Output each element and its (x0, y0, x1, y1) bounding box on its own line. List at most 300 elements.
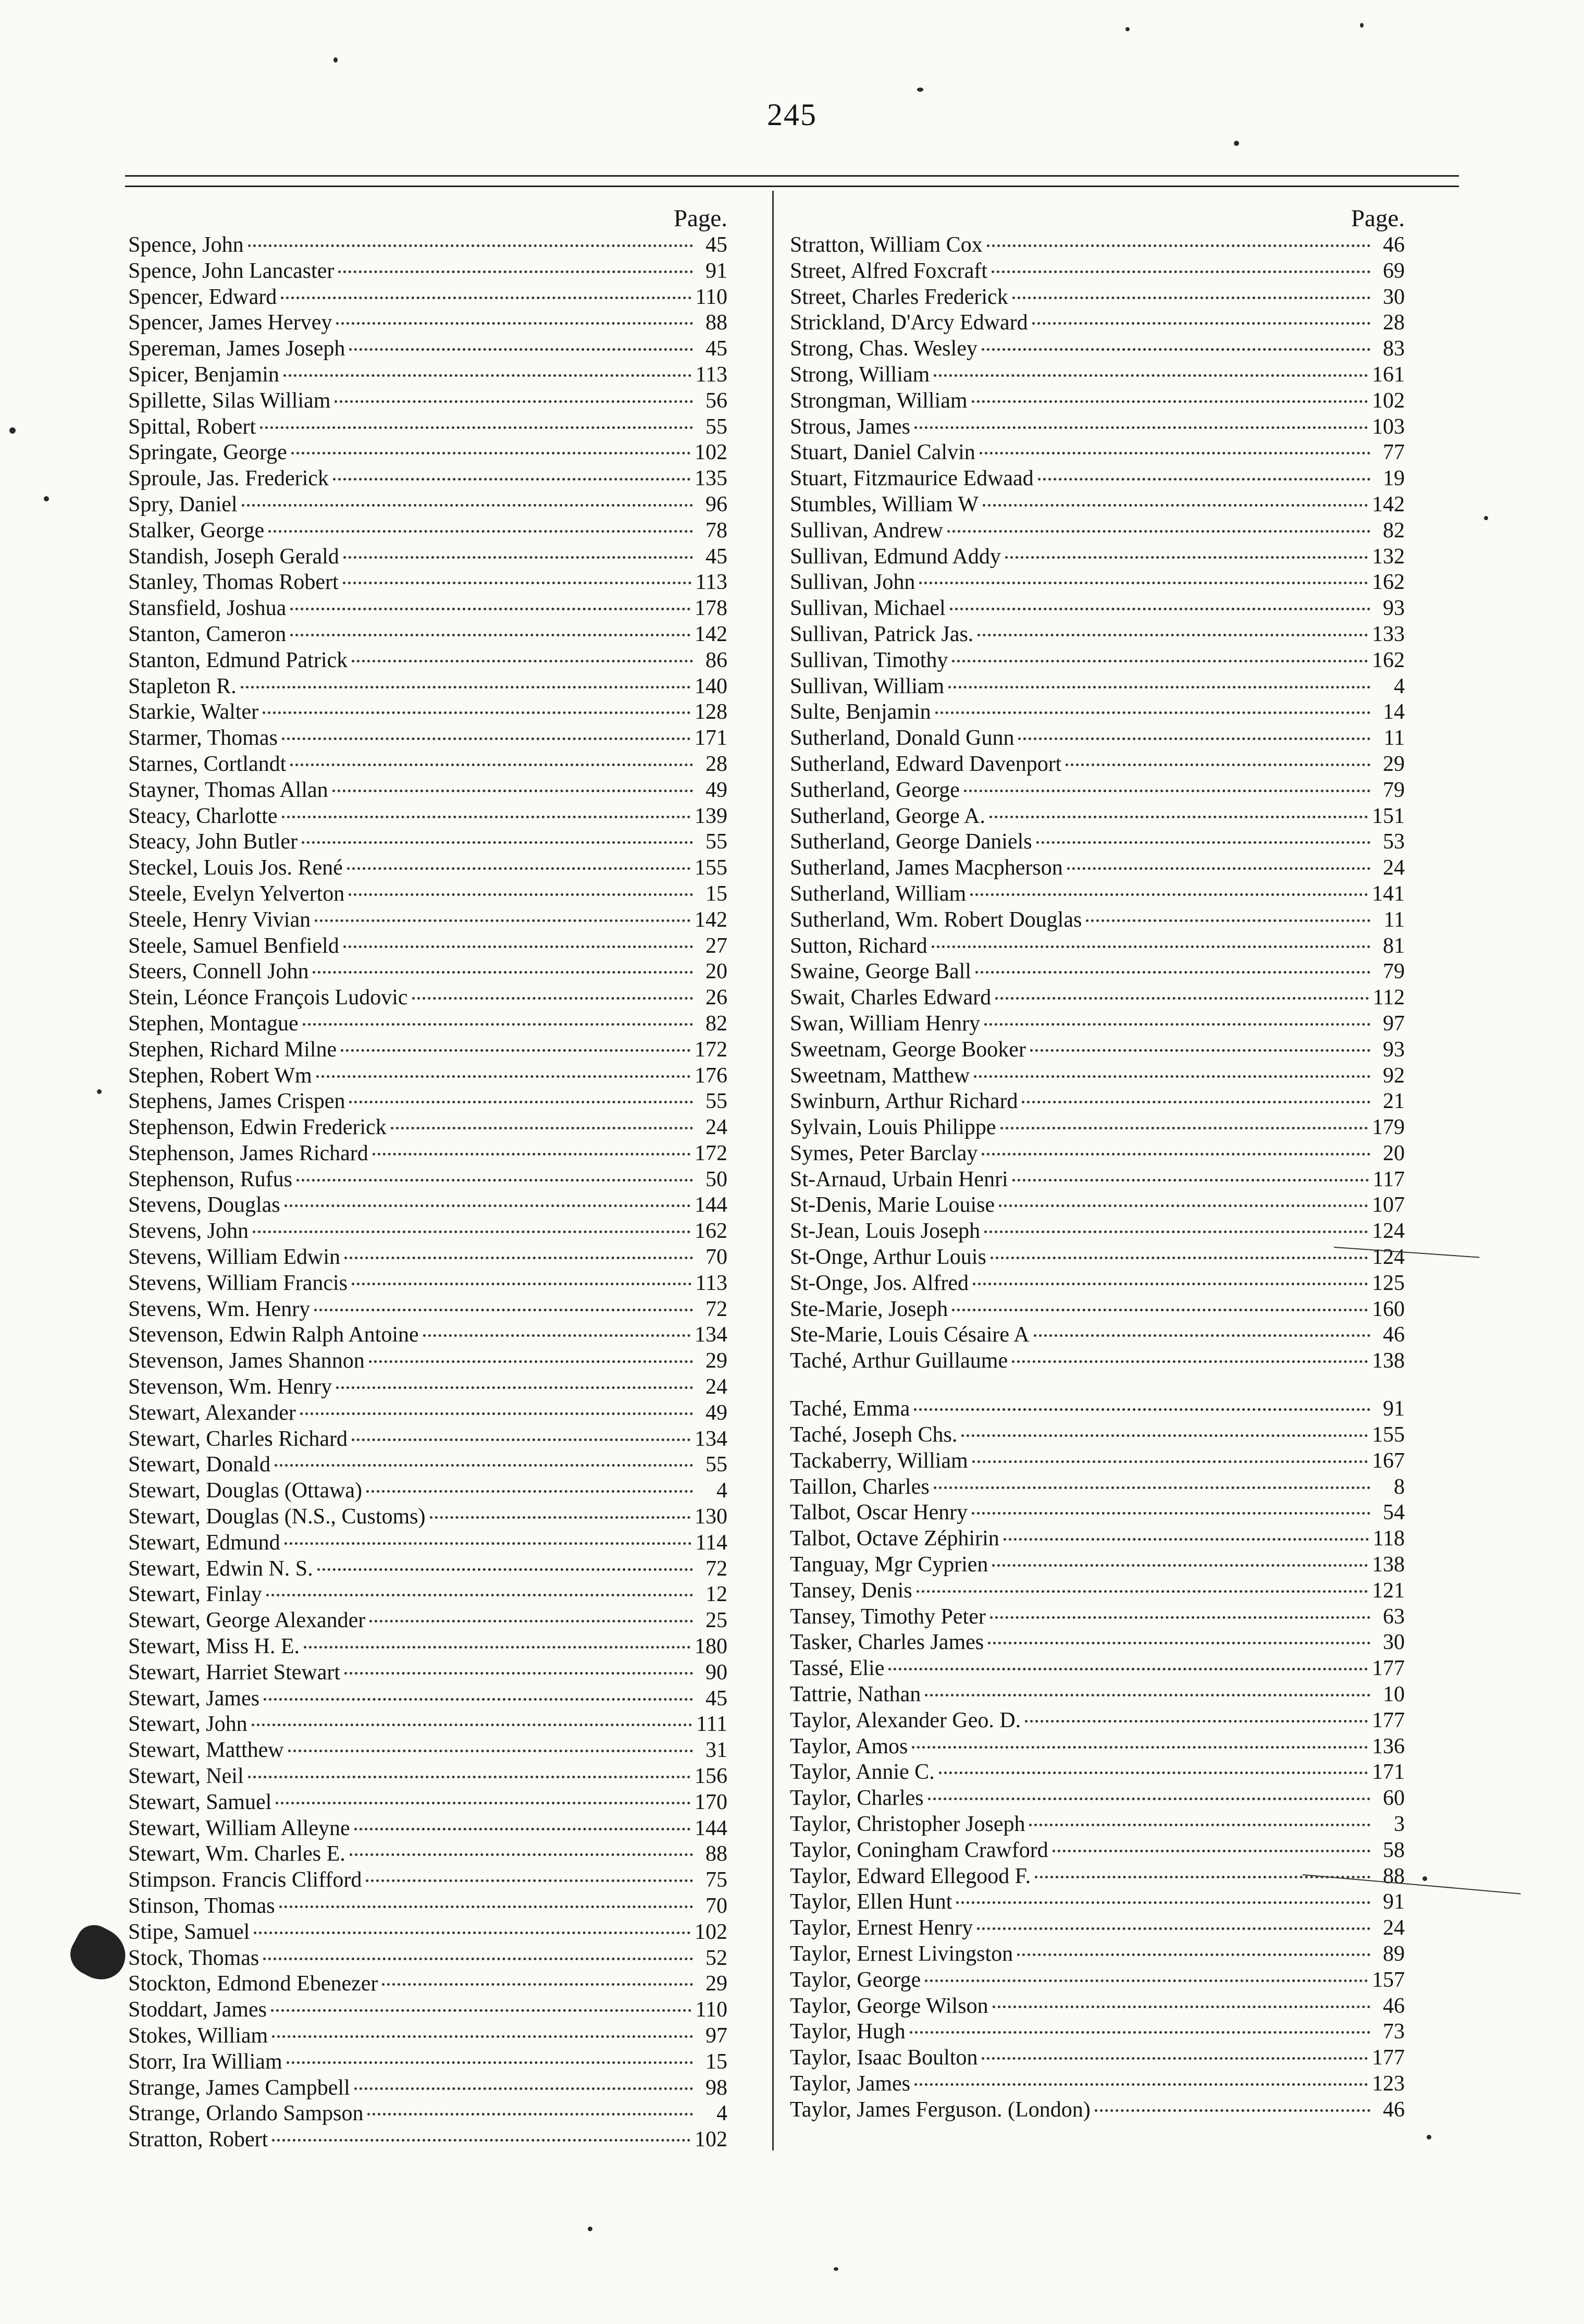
dot-leader (1095, 2109, 1370, 2112)
entry-name: Spencer, Edward (128, 285, 277, 309)
entry-page-number: 91 (1383, 1397, 1405, 1421)
dot-leader (316, 1075, 690, 1078)
dot-leader (948, 686, 1370, 688)
index-entry (128, 1608, 727, 1634)
dot-leader (935, 711, 1370, 714)
dot-leader (290, 634, 690, 636)
entry-name: Sullivan, Patrick Jas. (790, 622, 974, 646)
dot-leader (338, 270, 693, 273)
index-entry (128, 596, 727, 622)
dot-leader (939, 1772, 1368, 1774)
dot-leader (248, 1776, 690, 1778)
dot-leader (263, 1958, 693, 1960)
index-entry (790, 1994, 1405, 2020)
entry-page-number: 134 (695, 1323, 727, 1347)
entry-page-number: 113 (695, 570, 727, 595)
index-entry (790, 388, 1405, 414)
entry-page-number: 118 (1372, 1527, 1405, 1551)
scan-speck (333, 57, 338, 63)
index-entry (790, 466, 1405, 492)
entry-name: Taché, Arthur Guillaume (790, 1349, 1008, 1373)
index-entry (790, 752, 1405, 778)
entry-page-number: 113 (695, 1271, 727, 1295)
index-entry (128, 388, 727, 414)
dot-leader (373, 1153, 690, 1155)
index-entry (128, 1245, 727, 1271)
entry-page-number: 45 (706, 1686, 727, 1711)
index-entry (790, 648, 1405, 674)
dot-leader (982, 348, 1370, 351)
dot-leader (980, 452, 1370, 454)
index-entry (128, 1115, 727, 1141)
index-entry (128, 2101, 727, 2127)
dot-leader (972, 1512, 1370, 1515)
entry-name: Sutherland, George Daniels (790, 830, 1032, 854)
dot-leader (290, 764, 693, 766)
dot-leader (1086, 919, 1370, 922)
dot-leader (975, 971, 1370, 974)
dot-leader (343, 582, 691, 584)
entry-page-number: 45 (706, 544, 727, 569)
index-entry (790, 959, 1405, 985)
entry-page-number: 140 (695, 674, 727, 698)
dot-leader (990, 1616, 1370, 1619)
dot-leader (300, 1412, 693, 1415)
entry-page-number: 63 (1383, 1604, 1405, 1629)
dot-leader (992, 270, 1370, 273)
entry-page-number: 50 (706, 1167, 727, 1191)
entry-page-number: 113 (695, 362, 727, 387)
entry-page-number: 25 (706, 1608, 727, 1633)
entry-name: Taylor, Christopher Joseph (790, 1812, 1025, 1837)
dot-leader (1018, 737, 1370, 740)
entry-page-number: 138 (1372, 1349, 1405, 1373)
entry-name: Stewart, James (128, 1686, 259, 1711)
entry-name: Sutton, Richard (790, 933, 927, 958)
entry-name: Spence, John (128, 233, 244, 257)
entry-name: St-Arnaud, Urbain Henri (790, 1167, 1008, 1191)
dot-leader (956, 1901, 1370, 1904)
entry-name: Tansey, Denis (790, 1578, 912, 1603)
dot-leader (991, 1257, 1368, 1259)
entry-page-number: 70 (706, 1245, 727, 1270)
dot-leader (984, 1231, 1368, 1233)
entry-name: Sutherland, George (790, 778, 960, 802)
dot-leader (1012, 1360, 1368, 1363)
entry-name: Stevenson, Wm. Henry (128, 1375, 332, 1399)
index-entry (790, 1500, 1405, 1526)
entry-page-number: 91 (706, 259, 727, 283)
entry-name: Spereman, James Joseph (128, 337, 345, 361)
right-column (790, 204, 1405, 2123)
entry-page-number: 45 (706, 337, 727, 361)
entry-name: Standish, Joseph Gerald (128, 544, 339, 569)
index-entry (128, 1271, 727, 1297)
index-entry (128, 648, 727, 674)
dot-leader (982, 1153, 1370, 1155)
left-column (128, 204, 727, 2153)
dot-leader (352, 1438, 690, 1441)
index-entry (790, 1812, 1405, 1838)
index-entry (790, 1396, 1405, 1422)
entry-name: Stewart, George Alexander (128, 1608, 366, 1633)
index-entry (128, 674, 727, 700)
index-entry (790, 1297, 1405, 1323)
entry-name: Taylor, Amos (790, 1734, 908, 1759)
entry-page-number: 110 (695, 1998, 727, 2022)
dot-leader (917, 1590, 1368, 1593)
index-entry (790, 1474, 1405, 1501)
index-entry (790, 933, 1405, 960)
index-entry (790, 1786, 1405, 1812)
entry-name: Stokes, William (128, 2023, 268, 2048)
entry-name: Strickland, D'Arcy Edward (790, 311, 1028, 335)
entry-page-number: 28 (1383, 311, 1405, 335)
entry-name: Stewart, Donald (128, 1453, 270, 1477)
entry-name: Sullivan, Edmund Addy (790, 544, 1001, 569)
dot-leader (248, 244, 693, 247)
entry-name: Stephenson, Edwin Frederick (128, 1115, 387, 1140)
entry-page-number: 49 (706, 778, 727, 802)
entry-page-number: 46 (1383, 1323, 1405, 1347)
entry-name: Tansey, Timothy Peter (790, 1604, 986, 1629)
entry-page-number: 112 (1372, 986, 1405, 1010)
entry-name: Stipe, Samuel (128, 1920, 250, 1944)
entry-name: Stanton, Cameron (128, 622, 287, 646)
dot-leader (919, 582, 1368, 584)
index-entry (790, 1968, 1405, 1994)
entry-name: Stewart, Finlay (128, 1582, 262, 1607)
left-index-list (128, 232, 727, 2153)
entry-page-number: 56 (706, 388, 727, 413)
entry-name: Stuart, Fitzmaurice Edwaad (790, 466, 1034, 491)
index-entry (128, 259, 727, 285)
index-entry (128, 1660, 727, 1686)
index-entry (790, 336, 1405, 362)
dot-leader (282, 737, 690, 740)
scan-speck (44, 496, 49, 501)
entry-name: Symes, Peter Barclay (790, 1141, 978, 1165)
index-entry (790, 1941, 1405, 1968)
dot-leader (296, 1179, 693, 1182)
entry-name: Sutherland, George A. (790, 804, 985, 828)
index-entry (128, 1790, 727, 1816)
entry-page-number: 151 (1372, 804, 1405, 828)
index-entry (790, 1526, 1405, 1552)
index-entry (128, 778, 727, 804)
entry-page-number: 114 (695, 1530, 727, 1555)
entry-page-number: 21 (1383, 1089, 1405, 1114)
entry-name: Swaine, George Ball (790, 960, 971, 984)
entry-name: Taylor, Ernest Henry (790, 1916, 973, 1940)
index-entry (790, 1864, 1405, 1890)
index-entry (790, 726, 1405, 752)
dot-leader (952, 1309, 1368, 1311)
dot-leader (271, 2009, 691, 2012)
entry-name: Sylvain, Louis Philippe (790, 1115, 996, 1140)
entry-page-number: 79 (1383, 960, 1405, 984)
right-index-list (790, 232, 1405, 2123)
dot-leader (332, 790, 693, 792)
entry-name: St-Onge, Arthur Louis (790, 1245, 986, 1270)
entry-name: Taylor, Ernest Livingston (790, 1942, 1013, 1966)
dot-leader (260, 426, 693, 429)
entry-name: Sullivan, John (790, 570, 915, 595)
index-entry (790, 778, 1405, 804)
entry-page-number: 55 (706, 414, 727, 439)
index-entry (790, 1011, 1405, 1037)
dot-leader (995, 997, 1368, 1000)
dot-leader (352, 1283, 691, 1285)
dot-leader (1034, 1334, 1370, 1337)
dot-leader (993, 2006, 1370, 2008)
entry-name: Stewart, Douglas (Ottawa) (128, 1479, 363, 1503)
index-entry (790, 674, 1405, 700)
index-entry (128, 1452, 727, 1478)
entry-page-number: 69 (1383, 259, 1405, 283)
dot-leader (910, 2031, 1370, 2034)
scan-speck (917, 88, 923, 92)
entry-page-number: 82 (706, 1011, 727, 1036)
entry-page-number: 130 (695, 1505, 727, 1529)
entry-name: Steele, Samuel Benfield (128, 933, 339, 958)
entry-name: Stanley, Thomas Robert (128, 570, 339, 595)
entry-name: Stewart, Miss H. E. (128, 1634, 300, 1659)
dot-leader (961, 1434, 1368, 1437)
dot-leader (287, 2061, 693, 2064)
entry-name: Strange, James Campbell (128, 2075, 350, 2100)
index-entry (790, 362, 1405, 388)
dot-leader (925, 1979, 1368, 1982)
dot-leader (982, 2057, 1368, 2060)
dot-leader (335, 400, 693, 403)
entry-name: Stansfield, Joshua (128, 596, 287, 621)
entry-name: Taylor, Edward Ellegood F. (790, 1864, 1031, 1888)
dot-leader (317, 1568, 693, 1571)
entry-name: Starmer, Thomas (128, 726, 278, 751)
entry-page-number: 15 (706, 881, 727, 906)
dot-leader (989, 816, 1368, 818)
index-entry (790, 1838, 1405, 1864)
entry-name: Tackaberry, William (790, 1448, 968, 1473)
dot-leader (382, 1983, 693, 1986)
dot-leader (999, 1204, 1368, 1207)
dot-leader (344, 1257, 693, 1259)
entry-page-number: 102 (1372, 388, 1405, 413)
entry-page-number: 20 (706, 960, 727, 984)
entry-page-number: 29 (1383, 752, 1405, 776)
index-entry (790, 2019, 1405, 2045)
dot-leader (354, 1828, 690, 1830)
index-entry (128, 1946, 727, 1972)
index-entry (128, 1374, 727, 1400)
entry-page-number: 124 (1372, 1219, 1405, 1244)
dot-leader (947, 530, 1370, 533)
index-entry (790, 1630, 1405, 1656)
index-entry (128, 1556, 727, 1582)
entry-page-number: 24 (706, 1115, 727, 1140)
entry-page-number: 141 (1372, 881, 1405, 906)
dot-leader (352, 660, 693, 662)
entry-name: St-Onge, Jos. Alfred (790, 1271, 969, 1295)
scan-speck (1234, 141, 1239, 146)
entry-page-number: 24 (706, 1375, 727, 1399)
index-entry (790, 1271, 1405, 1297)
header-rule-top (125, 175, 1459, 177)
dot-leader (264, 1698, 693, 1701)
entry-name: Stevens, Douglas (128, 1193, 280, 1218)
entry-name: Stewart, Harriet Stewart (128, 1660, 341, 1684)
index-entry (790, 544, 1405, 570)
entry-name: Sullivan, Andrew (790, 518, 943, 543)
entry-name: Sutherland, James Macpherson (790, 856, 1063, 880)
dot-leader (369, 1360, 693, 1363)
entry-page-number: 180 (695, 1634, 727, 1659)
entry-name: Ste-Marie, Louis Césaire A (790, 1323, 1030, 1347)
entry-name: Stanton, Edmund Patrick (128, 648, 348, 672)
entry-name: Sutherland, Donald Gunn (790, 726, 1014, 751)
dot-leader (349, 1101, 693, 1103)
index-entry (790, 855, 1405, 881)
index-entry (790, 518, 1405, 544)
dot-leader (344, 1672, 693, 1675)
entry-page-number: 139 (695, 804, 727, 828)
index-entry (128, 829, 727, 855)
dot-leader (336, 1386, 693, 1389)
index-entry (128, 466, 727, 492)
entry-name: Swait, Charles Edward (790, 986, 992, 1010)
entry-page-number: 171 (695, 726, 727, 751)
entry-name: Stewart, Matthew (128, 1738, 284, 1763)
index-entry (128, 544, 727, 570)
dot-leader (336, 322, 693, 325)
dot-leader (912, 1746, 1368, 1749)
index-entry (128, 492, 727, 518)
dot-leader (333, 478, 690, 481)
entry-page-number: 125 (1372, 1271, 1405, 1295)
dot-leader (928, 1798, 1370, 1800)
index-entry (128, 1764, 727, 1790)
entry-name: Sweetnam, Matthew (790, 1063, 970, 1088)
entry-name: Stumbles, William W (790, 492, 979, 517)
entry-page-number: 142 (695, 907, 727, 932)
entry-name: Spence, John Lancaster (128, 259, 335, 283)
entry-name: Taylor, Charles (790, 1786, 924, 1811)
entry-page-number: 98 (706, 2075, 727, 2100)
entry-page-number: 156 (695, 1764, 727, 1789)
entry-page-number: 55 (706, 1453, 727, 1477)
index-entry (790, 1167, 1405, 1193)
dot-leader (1022, 1101, 1370, 1103)
entry-page-number: 177 (1372, 1708, 1405, 1732)
dot-leader (272, 2035, 693, 2038)
entry-name: St-Denis, Marie Louise (790, 1193, 995, 1218)
dot-leader (241, 686, 690, 688)
entry-name: Street, Alfred Foxcraft (790, 259, 988, 283)
entry-page-number: 30 (1383, 1630, 1405, 1655)
index-entry (128, 1893, 727, 1920)
entry-name: Stevens, William Francis (128, 1271, 348, 1295)
dot-leader (391, 1127, 693, 1129)
entry-page-number: 49 (706, 1400, 727, 1425)
index-entry (128, 285, 727, 311)
entry-page-number: 12 (706, 1582, 727, 1607)
index-entry (128, 1478, 727, 1504)
entry-page-number: 97 (706, 2023, 727, 2048)
index-entry (128, 855, 727, 881)
entry-name: Spry, Daniel (128, 492, 238, 517)
entry-page-number: 8 (1394, 1474, 1405, 1499)
entry-name: Stuart, Daniel Calvin (790, 440, 975, 465)
index-entry (790, 1448, 1405, 1474)
entry-name: Spittal, Robert (128, 414, 256, 439)
dot-leader (970, 893, 1368, 896)
entry-page-number: 96 (706, 492, 727, 517)
entry-page-number: 82 (1383, 518, 1405, 543)
dot-leader (1017, 1953, 1370, 1956)
index-entry (790, 1219, 1405, 1245)
index-entry (128, 362, 727, 388)
dot-leader (973, 1283, 1368, 1285)
entry-page-number: 81 (1383, 933, 1405, 958)
entry-page-number: 142 (695, 622, 727, 646)
index-entry (128, 1400, 727, 1427)
dot-leader (263, 711, 690, 714)
index-entry (790, 440, 1405, 466)
dot-leader (914, 1408, 1370, 1411)
scan-speck (1422, 1876, 1427, 1881)
index-entry (790, 881, 1405, 907)
entry-page-number: 86 (706, 648, 727, 672)
entry-page-number: 162 (695, 1219, 727, 1244)
column-divider (772, 191, 774, 2150)
index-entry (128, 1841, 727, 1867)
entry-page-number: 54 (1383, 1501, 1405, 1525)
entry-page-number: 11 (1383, 907, 1405, 932)
dot-leader (992, 1564, 1368, 1567)
dot-leader (276, 1802, 690, 1804)
index-entry (128, 985, 727, 1011)
scan-speck (588, 2227, 592, 2231)
entry-page-number: 133 (1372, 622, 1405, 646)
entry-page-number: 90 (706, 1660, 727, 1684)
dot-leader (313, 971, 693, 974)
entry-page-number: 78 (706, 518, 727, 543)
scan-speck (1427, 2135, 1431, 2139)
entry-name: Stewart, Edmund (128, 1530, 280, 1555)
entry-name: Sulte, Benjamin (790, 700, 931, 724)
entry-name: Strange, Orlando Sampson (128, 2101, 364, 2126)
entry-name: Taylor, George Wilson (790, 1994, 988, 2018)
entry-page-number: 138 (1372, 1553, 1405, 1577)
entry-name: Talbot, Octave Zéphirin (790, 1527, 999, 1551)
entry-name: Stewart, Neil (128, 1764, 244, 1789)
entry-name: Stevenson, Edwin Ralph Antoine (128, 1323, 419, 1347)
entry-name: Taylor, James (790, 2071, 910, 2096)
dot-leader (290, 608, 690, 610)
entry-page-number: 102 (695, 2128, 727, 2152)
entry-page-number: 3 (1394, 1812, 1405, 1837)
index-entry (790, 1141, 1405, 1167)
entry-name: Stewart, Alexander (128, 1400, 296, 1425)
index-entry (790, 570, 1405, 596)
entry-page-number: 45 (706, 233, 727, 257)
entry-name: Stewart, Edwin N. S. (128, 1556, 313, 1581)
entry-page-number: 155 (1372, 1423, 1405, 1447)
entry-name: Stevenson, James Shannon (128, 1349, 365, 1373)
entry-name: Stephenson, Rufus (128, 1167, 292, 1191)
index-entry (128, 1504, 727, 1530)
